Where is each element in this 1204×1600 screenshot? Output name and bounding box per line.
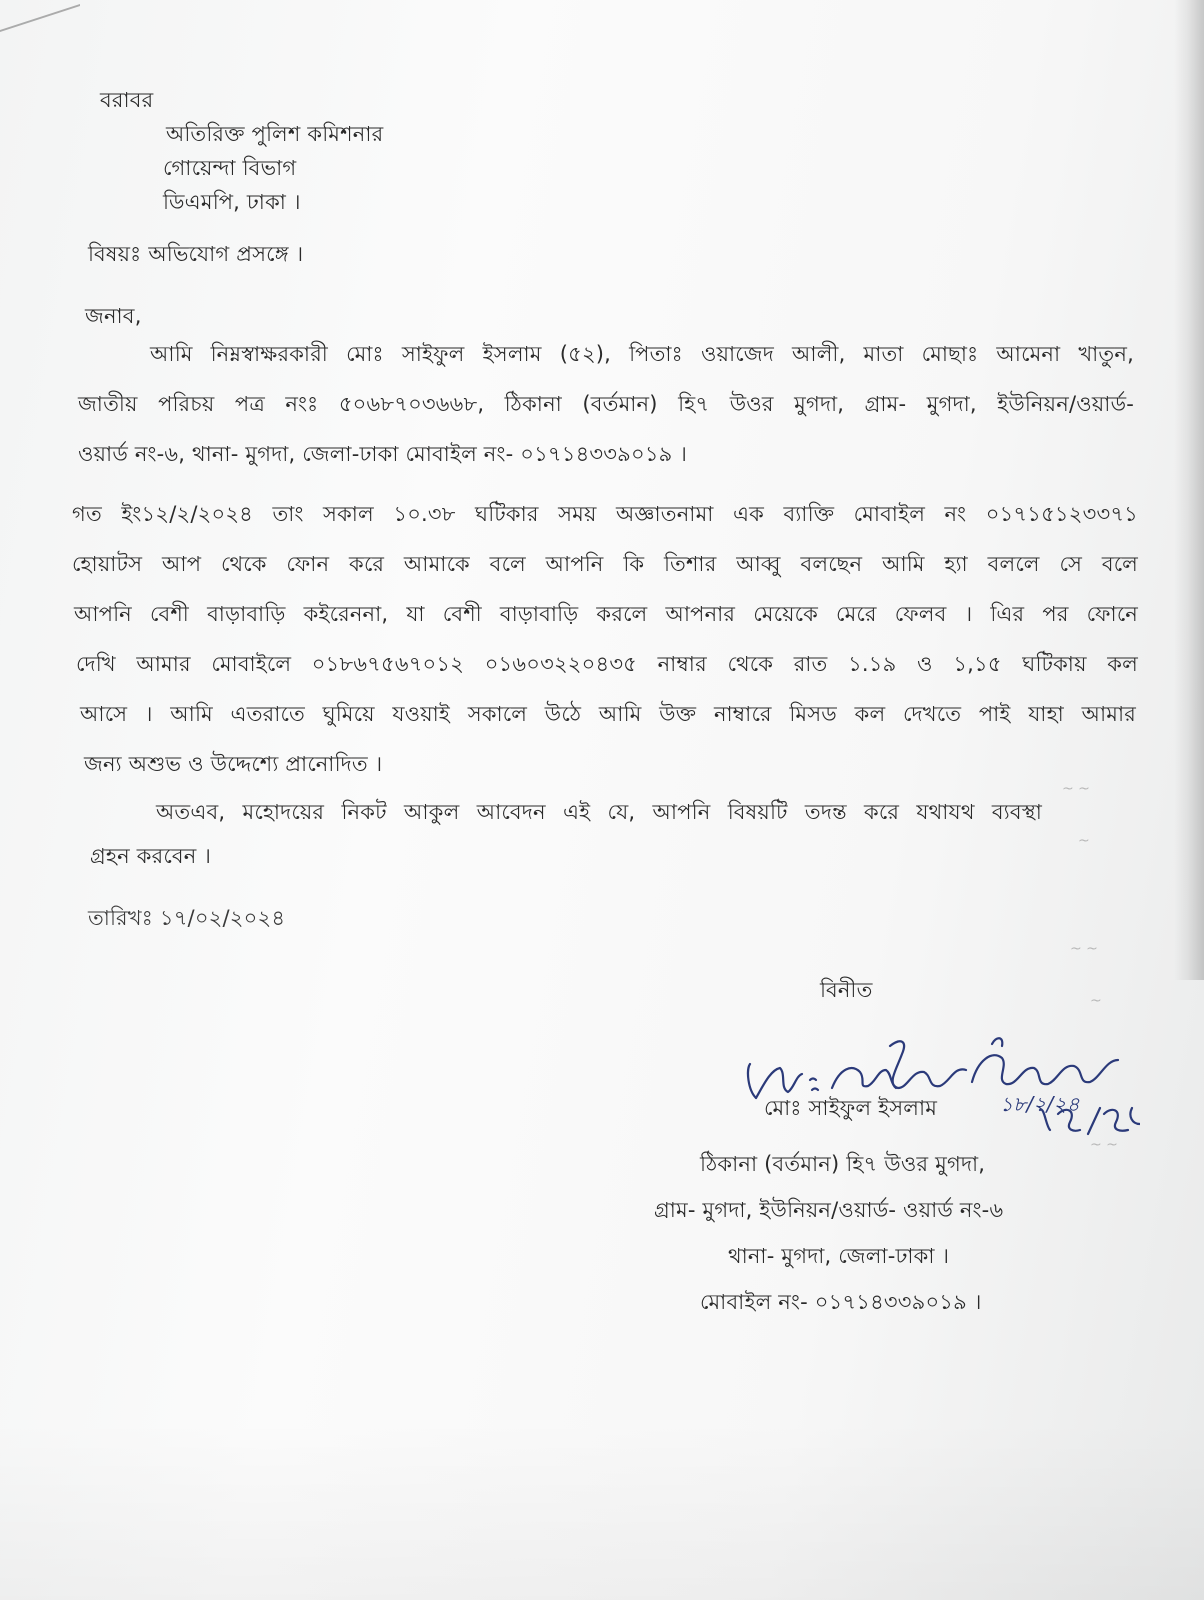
sender-address-line1: ঠিকানা (বর্তমান) হি৭ উওর মুগদা, — [700, 1152, 986, 1176]
bleed-through-mark: ~ ~ — [1090, 1137, 1118, 1153]
para2-line2: হোয়াটস আপ থেকে ফোন করে আমাকে বলে আপনি কি তিশার আব্বু বলছেন আমি হ্যা বললে সে বলে — [72, 552, 1138, 576]
closing-word: বিনীত — [820, 978, 873, 1002]
para2-line3: আপনি বেশী বাড়াবাড়ি কইরেননা, যা বেশী বাড়াবাড়ি করলে আপনার মেয়েকে মেরে ফেলব । এির পর ফোনে — [74, 602, 1138, 626]
bleed-through-mark: ~ — [1090, 993, 1102, 1009]
handwritten-signature — [740, 1030, 1140, 1140]
bleed-through-mark: ~ ~ — [1062, 781, 1090, 797]
para1-line1: আমি নিম্নস্বাক্ষরকারী মোঃ সাইফুল ইসলাম (৫২), পিতাঃ ওয়াজেদ আলী, মাতা মোছাঃ আমেনা খাতুন, — [150, 342, 1134, 366]
sender-address-line3: থানা- মুগদা, জেলা-ঢাকা । — [728, 1244, 950, 1268]
para3-line2: গ্রহন করবেন । — [90, 844, 212, 868]
sender-address-line2: গ্রাম- মুগদা, ইউনিয়ন/ওয়ার্ড- ওয়ার্ড নং-৬ — [654, 1198, 1004, 1222]
letter-date: তারিখঃ ১৭/০২/২০২৪ — [88, 906, 286, 930]
para3-line1: অতএব, মহোদয়ের নিকট আকুল আবেদন এই যে, আপনি বিষয়টি তদন্ত করে যথাযথ ব্যবস্থা — [156, 800, 1042, 824]
para2-line1: গত ইং১২/২/২০২৪ তাং সকাল ১০.৩৮ ঘটিকার সময় অজ্ঞাতনামা এক ব্যাক্তি মোবাইল নং ০১৭১৫১২৩৩৭১ — [72, 502, 1138, 526]
recipient-title: অতিরিক্ত পুলিশ কমিশনার — [166, 122, 384, 146]
para1-line2: জাতীয় পরিচয় পত্র নংঃ ৫০৬৮৭০৩৬৬৮, ঠিকানা (বর্তমান) হি৭ উওর মুগদা, গ্রাম- মুগদা, ইউনিয়ন/ওয়ার্ড- — [78, 392, 1134, 416]
sender-name: মোঃ সাইফুল ইসলাম — [764, 1096, 938, 1120]
paper-edge-shadow — [1174, 0, 1204, 980]
recipient-location: ডিএমপি, ঢাকা । — [163, 190, 301, 214]
bleed-through-mark: ~ — [1078, 833, 1090, 849]
sender-mobile: মোবাইল নং- ০১৭১৪৩৩৯০১৯ । — [700, 1290, 982, 1314]
greeting: জনাব, — [85, 304, 142, 328]
subject-line: বিষয়ঃ অভিযোগ প্রসঙ্গে । — [88, 242, 304, 266]
recipient-department: গোয়েন্দা বিভাগ — [163, 156, 297, 180]
salutation-to: বরাবর — [100, 88, 154, 112]
para2-line5: আসে । আমি এতরাতে ঘুমিয়ে যওয়াই সকালে উঠে আমি উক্ত নাম্বারে মিসড কল দেখতে পাই যাহা আমার — [80, 702, 1136, 726]
para1-line3: ওয়ার্ড নং-৬, থানা- মুগদা, জেলা-ঢাকা মোবাইল নং- ০১৭১৪৩৩৯০১৯ । — [78, 442, 688, 466]
signature-date: ১৮/২/২৪ — [1000, 1092, 1080, 1116]
para2-line6: জন্য অশুভ ও উদ্দেশ্যে প্রানোদিত । — [84, 752, 383, 776]
paper-fold-mark — [0, 0, 80, 32]
bleed-through-mark: ~ ~ — [1070, 941, 1098, 957]
paper-bottom-shade — [0, 1420, 1204, 1600]
para2-line4: দেখি আমার মোবাইলে ০১৮৬৭৫৬৭০১২ ০১৬০৩২২০৪৩৫ নাম্বার থেকে রাত ১.১৯ ও ১,১৫ ঘটিকায় কল — [76, 652, 1138, 676]
